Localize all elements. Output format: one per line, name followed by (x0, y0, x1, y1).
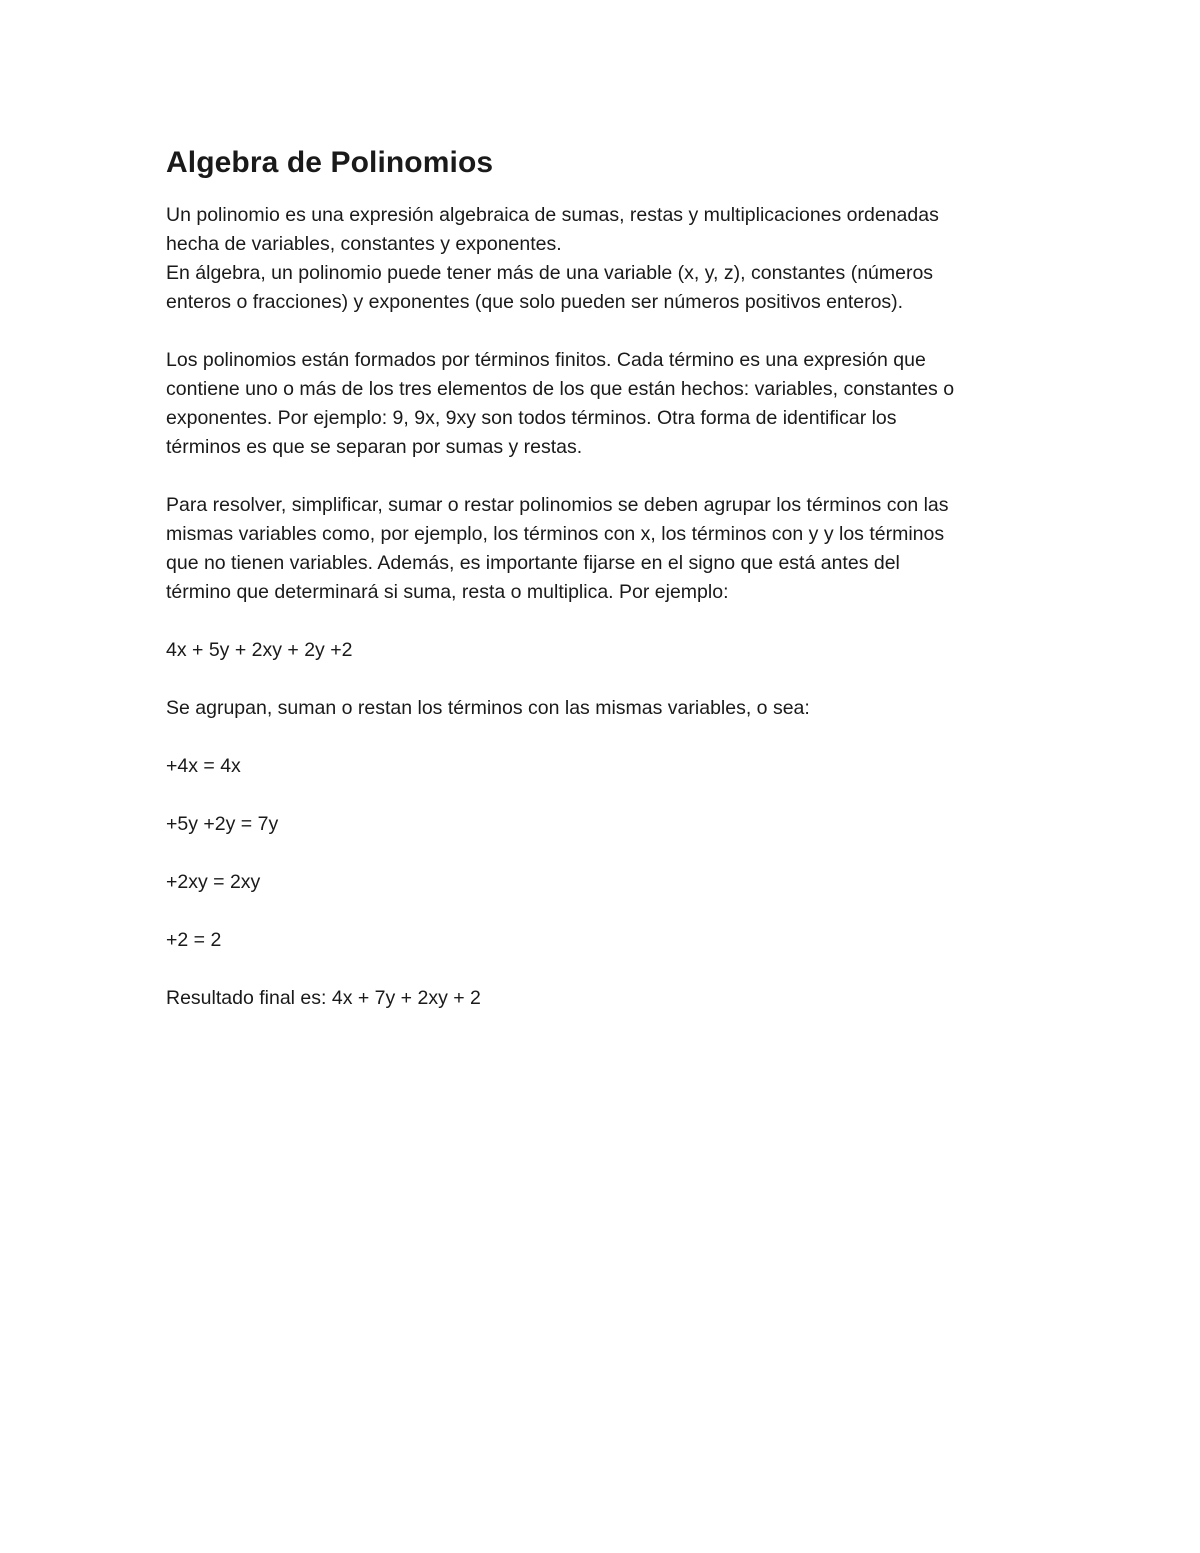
paragraph-spacer (166, 839, 1046, 868)
step-y-terms: +5y +2y = 7y (166, 813, 279, 835)
text-line: término que determinará si suma, resta o multiplica. Por ejemplo: (166, 581, 729, 603)
text-line: Los polinomios están formados por términos finitos. Cada término es una expresión que (166, 349, 926, 371)
step-constant-terms: +2 = 2 (166, 929, 222, 951)
text-line: términos es que se separan por sumas y restas. (166, 436, 583, 458)
paragraph-spacer (166, 897, 1046, 926)
paragraph-spacer (166, 462, 1046, 491)
text-line: enteros o fracciones) y exponentes (que solo pueden ser números positivos enteros). (166, 291, 904, 313)
paragraph-terms (166, 346, 1046, 462)
paragraph-spacer (166, 955, 1046, 984)
grouping-intro: Se agrupan, suman o restan los términos con las mismas variables, o sea: (166, 697, 810, 719)
paragraph-spacer (166, 317, 1046, 346)
text-line: que no tienen variables. Además, es importante fijarse en el signo que está antes del (166, 552, 900, 574)
text-line: Para resolver, simplificar, sumar o restar polinomios se deben agrupar los términos con las (166, 494, 949, 516)
paragraph-spacer (166, 607, 1046, 636)
text-line: hecha de variables, constantes y exponentes. (166, 233, 562, 255)
step-xy-terms: +2xy = 2xy (166, 871, 261, 893)
final-result: Resultado final es: 4x + 7y + 2xy + 2 (166, 987, 481, 1009)
page-title: Algebra de Polinomios (166, 146, 494, 179)
paragraph-solving (166, 491, 1046, 607)
paragraph-spacer (166, 665, 1046, 694)
text-line: En álgebra, un polinomio puede tener más de una variable (x, y, z), constantes (números (166, 262, 934, 284)
paragraph-definition (166, 201, 1046, 317)
example-expression: 4x + 5y + 2xy + 2y +2 (166, 639, 353, 661)
text-line: exponentes. Por ejemplo: 9, 9x, 9xy son todos términos. Otra forma de identificar los (166, 407, 897, 429)
paragraph-spacer (166, 781, 1046, 810)
step-x-terms: +4x = 4x (166, 755, 241, 777)
text-line: Un polinomio es una expresión algebraica de sumas, restas y multiplicaciones ordenadas (166, 204, 939, 226)
paragraph-spacer (166, 723, 1046, 752)
text-line: mismas variables como, por ejemplo, los términos con x, los términos con y y los términos (166, 523, 945, 545)
document-body (166, 141, 1046, 1013)
text-line: contiene uno o más de los tres elementos de los que están hechos: variables, constantes o (166, 378, 955, 400)
